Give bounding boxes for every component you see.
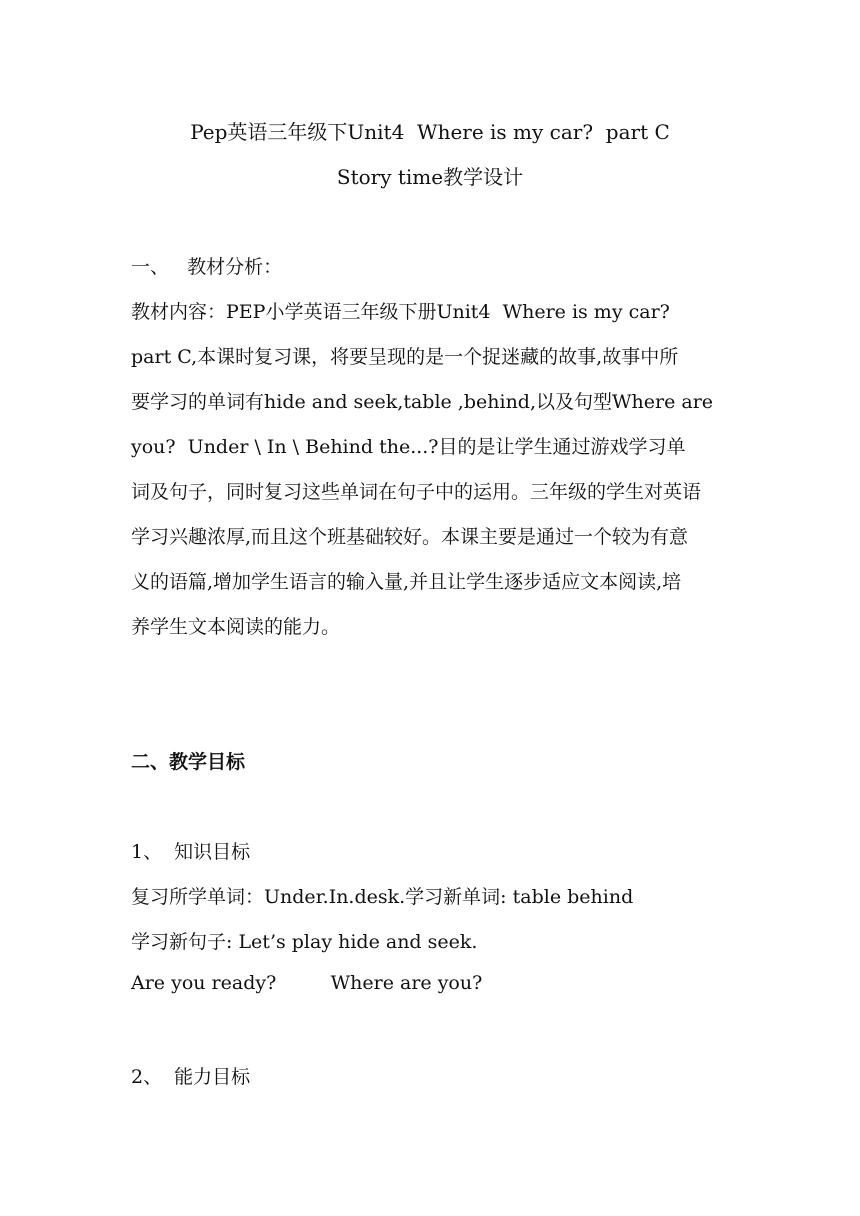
section2-heading: 二、教学目标 — [131, 751, 246, 773]
paragraph-line: 学习兴趣浓厚,而且这个班基础较好。本课主要是通过一个较为有意 — [131, 526, 689, 548]
paragraph-line: you? Under \ In \ Behind the...?目的是让学生通过游戏学习单 — [131, 436, 686, 458]
document-title-line1: Pep英语三年级下Unit4 Where is my car? part C — [190, 120, 670, 144]
section1-heading: 一、 教材分析： — [131, 256, 283, 278]
paragraph-line: 要学习的单词有hide and seek,table ,behind,以及句型Where are — [131, 391, 714, 413]
goal1-line: 复习所学单词：Under.In.desk.学习新单词: table behind — [131, 886, 634, 908]
paragraph-line: 词及句子，同时复习这些单词在句子中的运用。三年级的学生对英语 — [131, 481, 702, 503]
goal2-heading: 2、 能力目标 — [131, 1066, 251, 1088]
goal1-line: 学习新句子: Let’s play hide and seek. — [131, 931, 478, 953]
paragraph-line: part C,本课时复习课，将要呈现的是一个捉迷藏的故事,故事中所 — [131, 346, 679, 368]
document-title-line2: Story time教学设计 — [336, 165, 524, 189]
paragraph-line: 养学生文本阅读的能力。 — [131, 616, 341, 638]
paragraph-line: 教材内容：PEP小学英语三年级下册Unit4 Where is my car? — [131, 301, 670, 323]
goal1-heading: 1、 知识目标 — [131, 841, 251, 863]
goal1-line: Are you ready? Where are you? — [131, 972, 483, 994]
paragraph-line: 义的语篇,增加学生语言的输入量,并且让学生逐步适应文本阅读,培 — [131, 571, 682, 593]
